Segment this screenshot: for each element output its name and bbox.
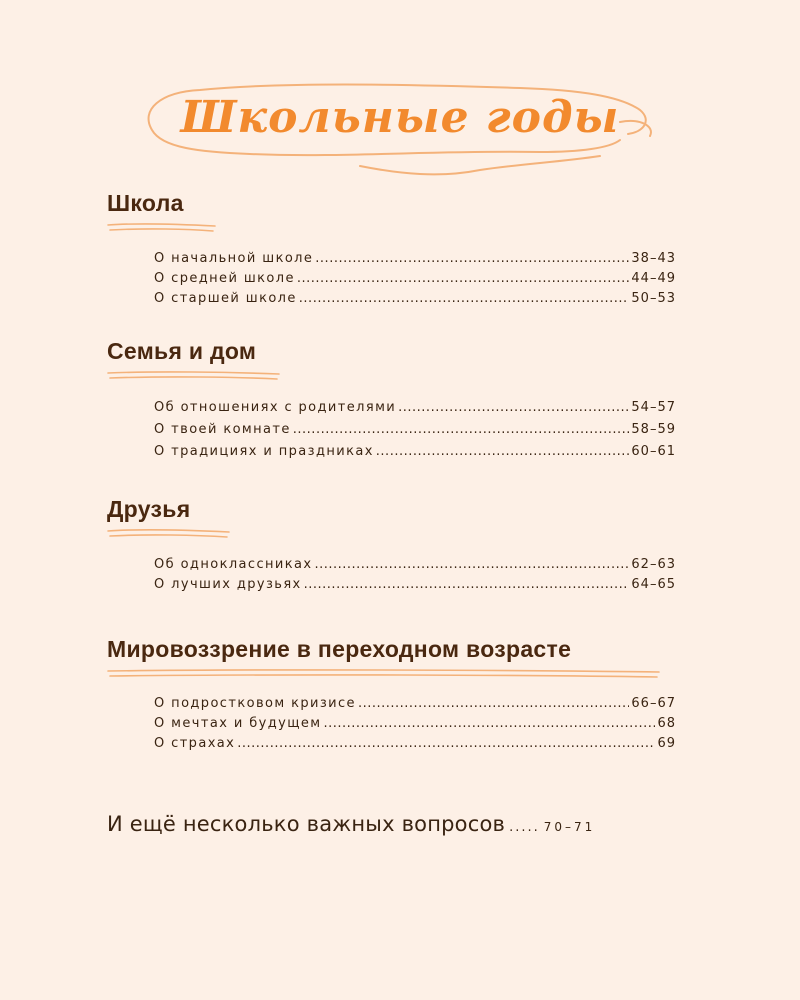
section-title: Школа	[107, 190, 184, 216]
page-title: Школьные годы	[180, 92, 620, 143]
section-worldview-entries	[154, 694, 676, 754]
section-underline	[107, 527, 232, 539]
section-friends	[107, 496, 232, 539]
toc-entry[interactable]: Об одноклассниках ..... 62–63	[154, 555, 676, 575]
toc-entry[interactable]: Об отношениях с родителями ..... 54–57	[154, 397, 676, 419]
toc-entry[interactable]: О начальной школе ..... 38–43	[154, 249, 676, 269]
toc-entry[interactable]: О мечтах и будущем ..... 68	[154, 714, 676, 734]
final-entry-pages: 70–71	[543, 820, 596, 834]
section-family-entries	[154, 397, 676, 463]
section-title: Друзья	[107, 496, 191, 522]
section-title: Семья и дом	[107, 338, 257, 364]
section-friends-entries	[154, 555, 676, 595]
section-school-entries	[154, 249, 676, 309]
final-entry-label: И ещё несколько важных вопросов	[107, 812, 506, 836]
section-school	[107, 190, 217, 233]
toc-entry[interactable]: О лучших друзьях ..... 64–65	[154, 575, 676, 595]
section-underline	[107, 221, 217, 233]
final-entry-dots: .....	[509, 820, 540, 835]
toc-entry[interactable]: О страхах ..... 69	[154, 734, 676, 754]
toc-entry[interactable]: О твоей комнате ..... 58–59	[154, 419, 676, 441]
toc-entry[interactable]: О традициях и праздниках ..... 60–61	[154, 441, 676, 463]
section-title: Мировоззрение в переходном возрасте	[107, 636, 572, 662]
section-underline	[107, 369, 282, 381]
toc-entry[interactable]: О старшей школе ..... 50–53	[154, 289, 676, 309]
section-family	[107, 338, 282, 381]
section-worldview	[107, 636, 662, 679]
toc-entry[interactable]: О подростковом кризисе ..... 66–67	[154, 694, 676, 714]
toc-entry[interactable]: О средней школе ..... 44–49	[154, 269, 676, 289]
toc-final-entry[interactable]	[107, 812, 679, 836]
section-underline	[107, 667, 662, 679]
